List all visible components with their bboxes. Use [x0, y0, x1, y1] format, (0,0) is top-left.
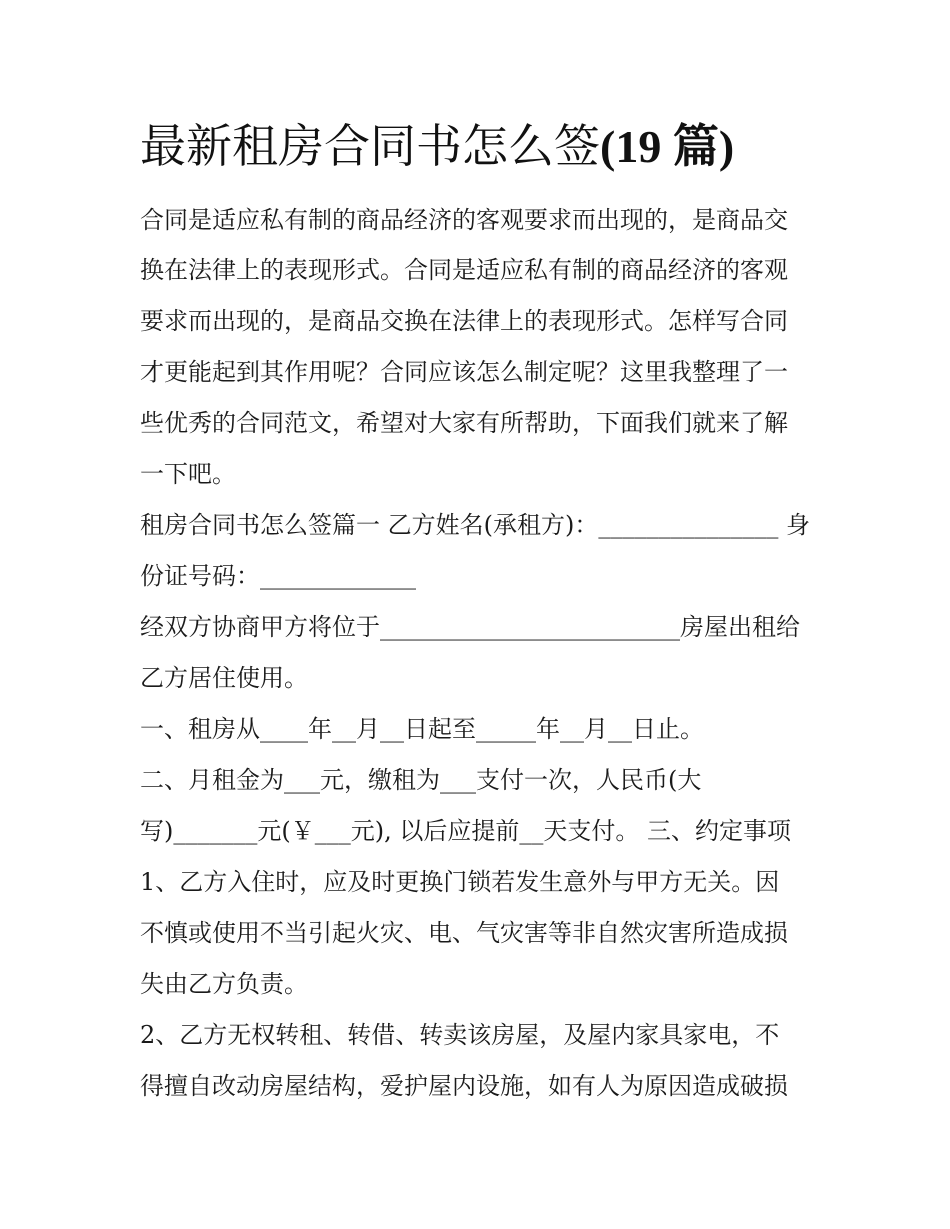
document-title: [140, 114, 734, 179]
paragraph-line: 乙方居住使用。: [140, 664, 308, 692]
paragraph-line: 失由乙方负责。: [140, 970, 308, 998]
paragraph-line: 要求而出现的，是商品交换在法律上的表现形式。怎样写合同: [140, 307, 788, 335]
paragraph-line: 些优秀的合同范文，希望对大家有所帮助，下面我们就来了解: [140, 409, 788, 437]
paragraph-line: 经双方协商甲方将位于_________________________房屋出租给: [140, 613, 800, 641]
paragraph-line: 写)_______元(￥___元), 以后应提前__天支付。 三、约定事项: [140, 817, 791, 845]
paragraph-line: 才更能起到其作用呢？合同应该怎么制定呢？这里我整理了一: [140, 358, 788, 386]
title-main: 最新租房合同书怎么签: [140, 119, 600, 173]
title-suffix: (19 篇): [600, 121, 735, 172]
paragraph-line: 1、乙方入住时，应及时更换门锁若发生意外与甲方无关。因: [140, 868, 780, 896]
paragraph-line: 合同是适应私有制的商品经济的客观要求而出现的，是商品交: [140, 206, 788, 234]
paragraph-line: 一下吧。: [140, 460, 236, 488]
paragraph-line: 得擅自改动房屋结构，爱护屋内设施，如有人为原因造成破损: [140, 1072, 788, 1100]
paragraph-line: 换在法律上的表现形式。合同是适应私有制的商品经济的客观: [140, 256, 788, 284]
paragraph-line: 2、乙方无权转租、转借、转卖该房屋，及屋内家具家电，不: [140, 1021, 780, 1049]
paragraph-line: 份证号码：_____________: [140, 562, 416, 590]
paragraph-line: 一、租房从____年__月__日起至_____年__月__日止。: [140, 715, 704, 743]
paragraph-line: 租房合同书怎么签篇一 乙方姓名(承租方)：_______________ 身: [140, 511, 810, 539]
paragraph-line: 不慎或使用不当引起火灾、电、气灾害等非自然灾害所造成损: [140, 919, 788, 947]
paragraph-line: 二、月租金为___元，缴租为___支付一次，人民币(大: [140, 766, 702, 794]
